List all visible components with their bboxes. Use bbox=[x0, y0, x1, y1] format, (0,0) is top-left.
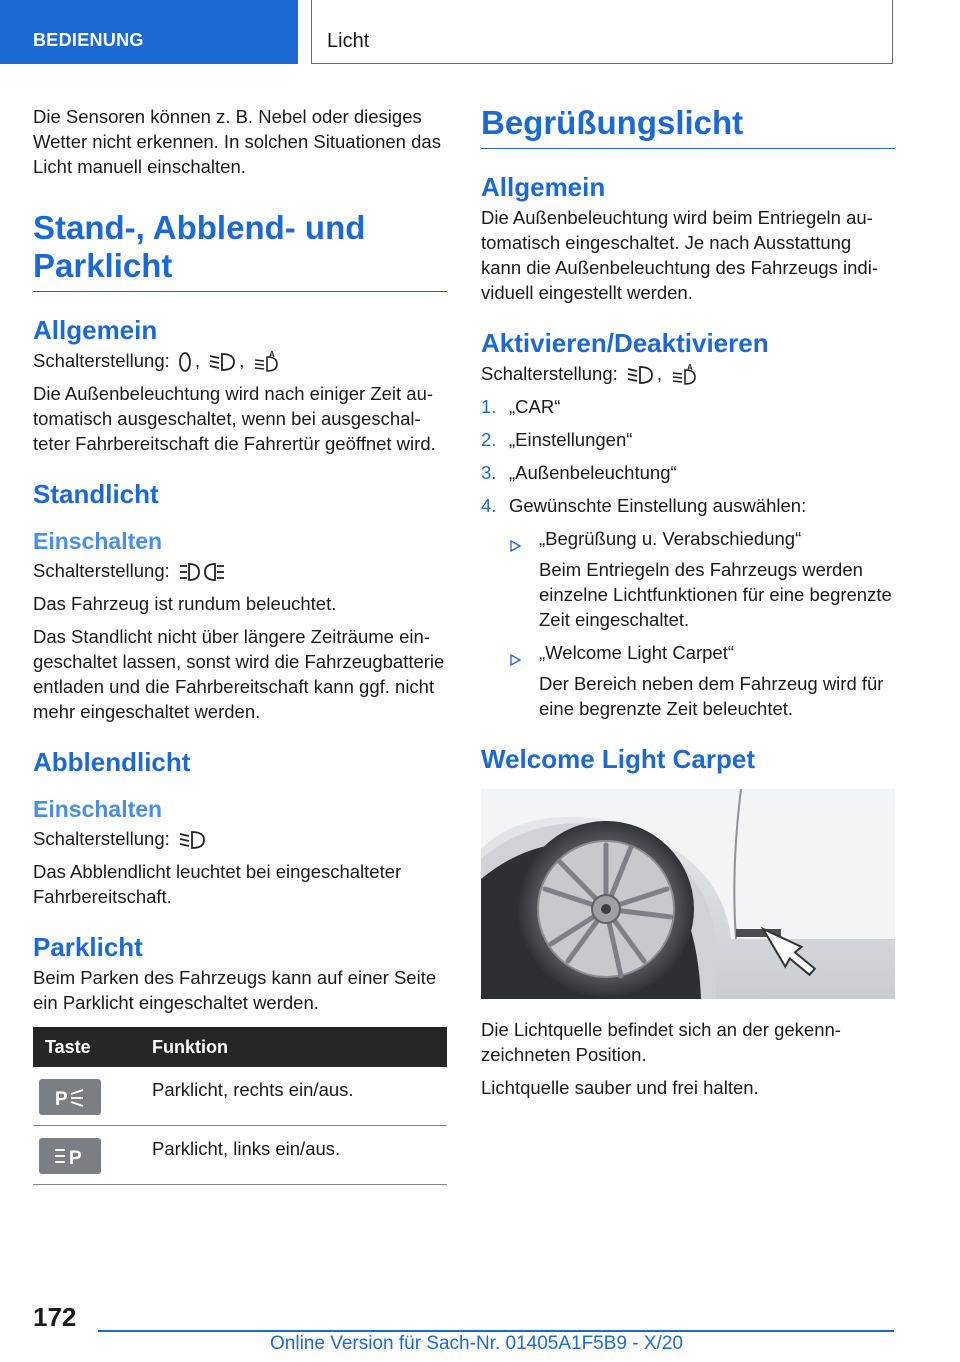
option-list bbox=[509, 526, 895, 721]
low-beam-icon bbox=[178, 829, 206, 851]
light-off-icon bbox=[178, 351, 192, 373]
footer-divider bbox=[98, 1330, 894, 1332]
option-title: „Welcome Light Carpet“ bbox=[539, 642, 735, 664]
subheading-einschalten-standlicht: Einschalten bbox=[33, 528, 163, 555]
heading-standlicht: Standlicht bbox=[33, 479, 159, 510]
switch-position-label: Schalterstellung: bbox=[33, 350, 170, 371]
heading-welcome-light-carpet: Welcome Light Carpet bbox=[481, 744, 756, 775]
footer-online-version: Online Version für Sach-Nr. 01405A1F5B9 - X/20 bbox=[270, 1333, 683, 1354]
header-section-label: BEDIENUNG bbox=[33, 30, 144, 50]
option-item bbox=[509, 526, 895, 632]
switch-position-line-2 bbox=[33, 558, 447, 583]
auto-light-icon bbox=[252, 351, 280, 373]
table-cell-function: Parklicht, rechts ein/aus. bbox=[140, 1067, 447, 1126]
carpet-text-1: Die Lichtquelle befindet sich an der gekennzeichneten Position. bbox=[481, 1019, 841, 1066]
allgemein-text: Die Außenbeleuchtung wird nach einiger Zeit automatisch ausgeschaltet, wenn bei ausgeschalteter Fahrbereitschaft die Fahrertür geöffnet wird. bbox=[33, 383, 436, 455]
activation-steps bbox=[481, 394, 895, 721]
auto-light-icon bbox=[670, 364, 698, 386]
switch-position-line-3 bbox=[33, 826, 447, 851]
table-row bbox=[33, 1126, 447, 1185]
parking-light-left-icon bbox=[39, 1138, 101, 1174]
svg-text:P: P bbox=[55, 1089, 68, 1109]
low-beam-icon bbox=[626, 364, 654, 386]
section-title-begruessungslicht: Begrüßungslicht bbox=[481, 104, 895, 149]
standlicht-text-1: Das Fahrzeug ist rundum beleuchtet. bbox=[33, 593, 337, 615]
abblendlicht-text: Das Abblendlicht leuchtet bei eingeschalteter Fahrbereitschaft. bbox=[33, 861, 402, 908]
switch-position-line-1: Schalterstellung: , , A bbox=[33, 348, 447, 373]
option-item bbox=[509, 640, 895, 721]
header-topic-label: Licht bbox=[327, 30, 370, 52]
standlicht-text-2: Das Standlicht nicht über längere Zeiträume eingeschaltet lassen, sonst wird die Fahrzeugbatterie entladen und die Fahrbereitschaft kann ggf. nicht mehr eingeschaltet werden. bbox=[33, 626, 445, 723]
svg-text:P: P bbox=[69, 1148, 82, 1168]
triangle-bullet-icon bbox=[509, 533, 521, 558]
heading-aktivieren-deaktivieren: Aktivieren/Deaktivieren bbox=[481, 328, 769, 358]
car-wheel-illustration bbox=[481, 789, 895, 999]
list-item: 2. „Einstellungen“ bbox=[481, 429, 633, 451]
right-column bbox=[481, 104, 895, 1108]
table-header-key: Taste bbox=[33, 1027, 140, 1067]
header-section-tab bbox=[0, 0, 298, 64]
intro-text: Die Sensoren können z. B. Nebel oder diesiges Wetter nicht erkennen. In solchen Situationen das Licht manuell einschalten. bbox=[33, 106, 441, 177]
heading-allgemein: Allgemein bbox=[33, 315, 158, 345]
page-number: 172 bbox=[33, 1302, 77, 1332]
switch-position-label: Schalterstellung: bbox=[481, 363, 618, 384]
switch-position-line-right: Schalterstellung: , A bbox=[481, 361, 895, 386]
table-cell-function: Parklicht, links ein/aus. bbox=[140, 1126, 447, 1185]
svg-text:A: A bbox=[269, 351, 276, 360]
parklicht-table bbox=[33, 1027, 447, 1185]
subheading-einschalten-abblendlicht: Einschalten bbox=[33, 796, 163, 823]
heading-abblendlicht: Abblendlicht bbox=[33, 747, 191, 778]
section-title-stand-abblend-parklicht: Stand-, Abblend- und Parklicht bbox=[33, 209, 447, 292]
parklicht-text: Beim Parken des Fahrzeugs kann auf einer Seite ein Parklicht eingeschaltet werden. bbox=[33, 967, 437, 1014]
triangle-bullet-icon bbox=[509, 647, 521, 672]
svg-text:A: A bbox=[687, 364, 693, 373]
parking-light-right-icon bbox=[39, 1079, 101, 1115]
switch-position-label: Schalterstellung: bbox=[33, 828, 170, 850]
left-column bbox=[33, 104, 447, 1185]
side-light-icon bbox=[178, 561, 226, 583]
list-item: 3. „Außenbeleuchtung“ bbox=[481, 462, 677, 484]
begruessung-general-text: Die Außenbeleuchtung wird beim Entriegeln automatisch eingeschaltet. Je nach Ausstattung kann die Außenbeleuchtung des Fahrzeugs individuell eingestellt werden. bbox=[481, 207, 879, 303]
carpet-text-2: Lichtquelle sauber und frei halten. bbox=[481, 1077, 759, 1099]
option-desc: Der Bereich neben dem Fahrzeug wird für eine begrenzte Zeit beleuchtet. bbox=[539, 673, 884, 720]
list-item: 1. „CAR“ bbox=[481, 396, 561, 418]
header-topic-box bbox=[311, 0, 893, 64]
heading-parklicht: Parklicht bbox=[33, 932, 143, 963]
table-row bbox=[33, 1067, 447, 1126]
switch-position-label: Schalterstellung: bbox=[33, 560, 170, 582]
option-title: „Begrüßung u. Verabschiedung“ bbox=[539, 528, 802, 550]
option-desc: Beim Entriegeln des Fahrzeugs werden einzelne Lichtfunktionen für eine begrenzte Zeit eingeschaltet. bbox=[539, 559, 892, 631]
low-beam-icon bbox=[208, 351, 236, 373]
table-header-function: Funktion bbox=[140, 1027, 447, 1067]
table-header-row bbox=[33, 1027, 447, 1067]
heading-allgemein-right: Allgemein bbox=[481, 172, 606, 202]
list-item: 4. Gewünschte Einstellung auswählen: „Begrüßung u. Verabschiedung“ Beim Entriegeln des Fahrzeugs werden einzelne Lichtfunktionen für eine begrenzte Zeit eingeschaltet. „Welcome Light Carpet“ Der Bereich neben dem Fahrzeug wird für eine begrenzte Zeit beleuchtet. bbox=[481, 493, 895, 721]
